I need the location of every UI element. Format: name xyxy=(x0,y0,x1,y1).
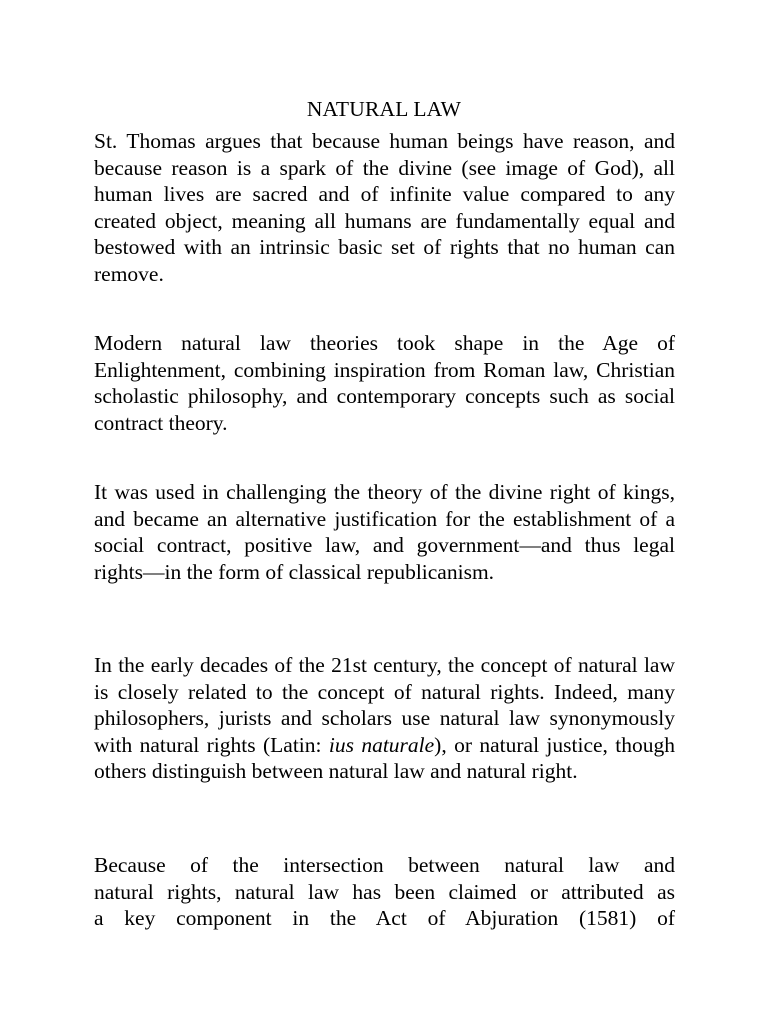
paragraph-4-text-after: ), or natural justice, though others distinguish between natural law and natural right. xyxy=(94,732,675,784)
paragraph-1: St. Thomas argues that because human beings have reason, and because reason is a spark of the divine (see image of God), all human lives are sacred and of infinite value compared to any created object, meaning all humans are fundamentally equal and bestowed with an intrinsic basic set of rights that no human can remove. xyxy=(94,129,675,286)
paragraph-5-line-1: Because of the intersection between natural law and xyxy=(94,853,675,877)
paragraph-5-line-2: natural rights, natural law has been claimed or attributed as xyxy=(94,879,675,904)
paragraph-3: It was used in challenging the theory of the divine right of kings, and became an alternative justification for the establishment of a social contract, positive law, and government—and thus legal rights—in the form of classical republicanism. xyxy=(94,480,675,584)
paragraph-5 xyxy=(94,852,675,932)
document-title: NATURAL LAW xyxy=(306,97,462,121)
paragraph-4-text-before: In the early decades of the 21st century, the concept of natural law is closely related to the concept of natural rights. Indeed, many philosophers, jurists and scholars use natural law synonymously with natural rights (Latin: xyxy=(94,653,675,757)
paragraph-5-line-3: a key component in the Act of Abjuration (1581) of xyxy=(94,906,675,931)
paragraph-4 xyxy=(94,652,675,785)
paragraph-2: Modern natural law theories took shape in the Age of Enlightenment, combining inspiration from Roman law, Christian scholastic philosophy, and contemporary concepts such as social contract theory. xyxy=(94,331,675,435)
latin-term: ius naturale xyxy=(328,732,435,757)
